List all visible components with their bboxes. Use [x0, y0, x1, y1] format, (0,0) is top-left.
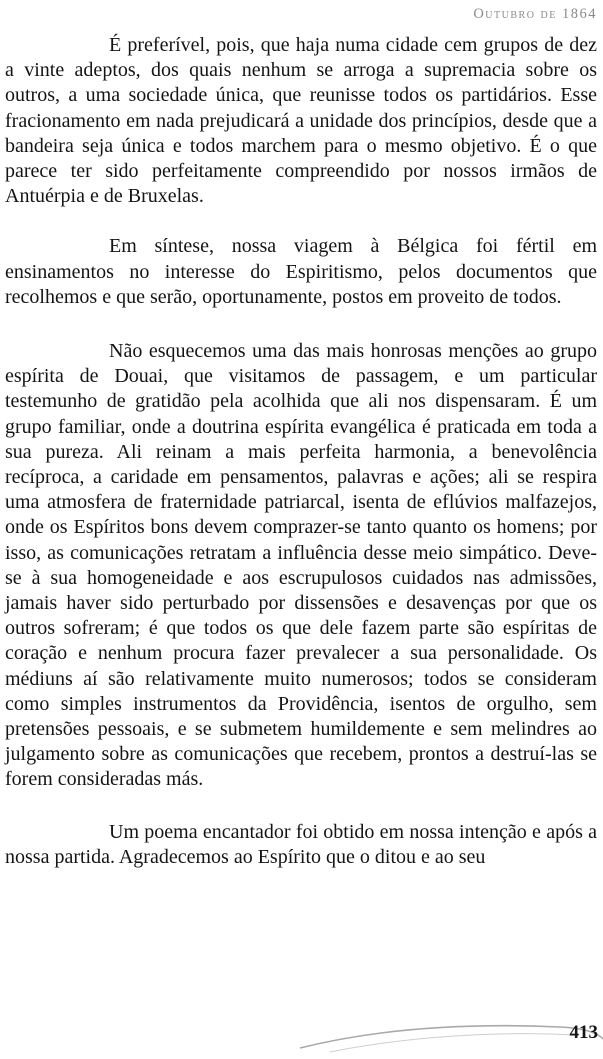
page-number: 413 — [569, 1022, 598, 1043]
paragraph-2: Em síntese, nossa viagem à Bélgica foi fértil em ensinamentos no interesse do Espiritismo, pelos documentos que recolhemos e que serão, oportunamente, postos em proveito de todos. — [5, 235, 597, 308]
footer-swoosh-decoration — [0, 1014, 603, 1059]
body-text — [5, 33, 597, 870]
paragraph-3: Não esquecemos uma das mais honrosas menções ao grupo espírita de Douai, que visitamos de passagem, e um particular testemunho de gratidão pela acolhida que ali nos dispensaram. É um grupo familiar, onde a doutrina espírita evangélica é praticada em toda a sua pureza. Ali reinam a mais perfeita harmonia, a benevolência recíproca, a caridade em pensamentos, palavras e ações; ali se respira uma atmosfera de fraternidade patriarcal, isenta de eflúvios malfazejos, onde os Espíritos bons devem comprazer-se tanto quanto os homens; por isso, as comunicações retratam a influência desse meio simpático. Deve-se à sua homogeneidade e aos escrupulosos cuidados nas admissões, jamais haver sido perturbado por dissensões e desavenças por que os outros sofreram; é que todos os que dele fazem parte são espíritas de coração e nenhum procura fazer prevalecer a sua personalidade. Os médiuns aí são relativamente muito numerosos; todos se consideram como simples instrumentos da Providência, isentos de orgulho, sem pretensões pessoais, e se submetem humildemente e sem melindres ao julgamento sobre as comunicações que recebem, prontos a destruí-las se forem consideradas más. — [5, 340, 597, 791]
running-header: Outubro de 1864 — [473, 6, 597, 22]
paragraph-1: É preferível, pois, que haja numa cidade cem grupos de dez a vinte adeptos, dos quais nenhum se arroga a supremacia sobre os outros, a uma sociedade única, que reunisse todos os partidários. Esse fracionamento em nada prejudicará a unidade dos princípios, desde que a bandeira seja única e todos marchem para o mesmo objetivo. É o que parece ter sido perfeitamente compreendido por nossos irmãos de Antuérpia e de Bruxelas. — [5, 34, 597, 208]
paragraph-4: Um poema encantador foi obtido em nossa intenção e após a nossa partida. Agradecemos ao Espírito que o ditou e ao seu — [5, 820, 597, 868]
